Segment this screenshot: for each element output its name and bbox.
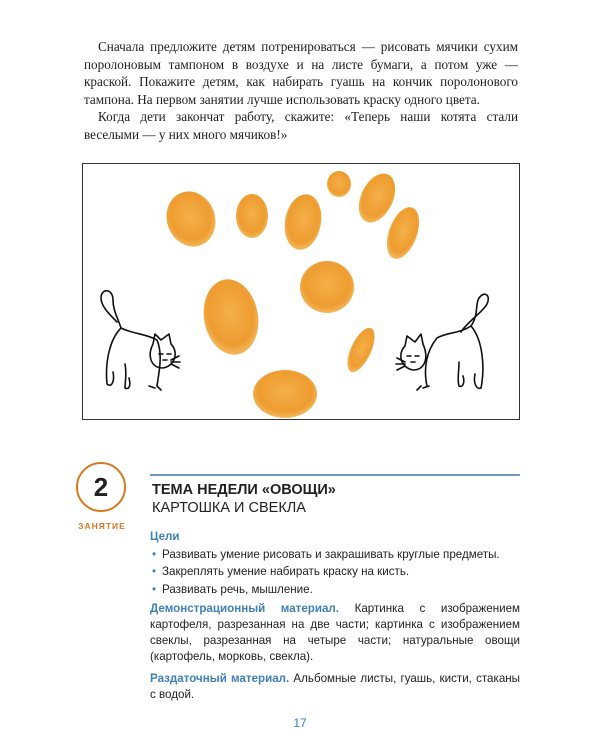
- paint-blot: [198, 275, 264, 359]
- paint-blot: [381, 203, 426, 263]
- handout-material-text: Альбомные листы, гуашь, кисти, стаканы с водой.: [150, 671, 521, 701]
- demo-material-label: Демонстрационный материал.: [150, 601, 340, 615]
- lesson-number: 2: [93, 471, 109, 502]
- lesson-topic: [152, 481, 520, 517]
- goal-item: • Закреплять умение набирать краску на кисть.: [150, 564, 520, 580]
- handout-material-label: Раздаточный материал.: [150, 671, 290, 685]
- handout-material: [150, 671, 520, 703]
- lesson-number-label: ЗАНЯТИЕ: [78, 521, 126, 531]
- lesson-number-badge: [76, 462, 126, 512]
- paint-blots: [159, 168, 426, 418]
- paint-blot: [253, 370, 317, 418]
- goal-item: • Развивать умение рисовать и закрашивать круглые предметы.: [150, 547, 520, 563]
- goal-item: • Развивать речь, мышление.: [150, 582, 520, 598]
- paint-blot: [280, 191, 325, 252]
- paint-blot: [342, 324, 380, 376]
- paint-blot: [300, 261, 354, 313]
- intro-paragraph-2: Когда дети закончат работу, скажите: «Теперь наши котята стали веселыми — у них много мячиков!»: [84, 109, 518, 142]
- cat-left: [101, 291, 180, 390]
- paint-blot: [159, 184, 223, 253]
- goals-list: [150, 547, 520, 598]
- lesson-content: [150, 529, 520, 708]
- goals-heading: Цели: [150, 530, 180, 543]
- lesson-title: КАРТОШКА И СВЕКЛА: [152, 500, 306, 516]
- intro-paragraph-1: Сначала предложите детям потренироваться — рисовать мячики сухим поролоновым тампоном в воздухе и на листе бумаги, а потом уже — краской. Покажите детям, как набирать гуашь на кончик поролонового тампона. На первом занятии лучше использовать краску одного цвета.: [84, 39, 518, 107]
- page-number: 17: [293, 716, 307, 730]
- demo-material-text: Картинка с изображением картофеля, разрезанная на две части; картинка с изображением свеклы, разрезанная на четыре части; натуральные овощи (картофель, морковь, свекла).: [150, 601, 520, 664]
- kittens-with-balls-illustration: [82, 163, 520, 420]
- paint-blot: [236, 194, 268, 238]
- intro-text: [84, 38, 518, 144]
- demo-material: [150, 601, 520, 666]
- topic-divider: [150, 474, 520, 476]
- cat-right: [396, 294, 488, 390]
- paint-blot: [327, 171, 351, 197]
- week-topic-title: ТЕМА НЕДЕЛИ «ОВОЩИ»: [152, 482, 336, 498]
